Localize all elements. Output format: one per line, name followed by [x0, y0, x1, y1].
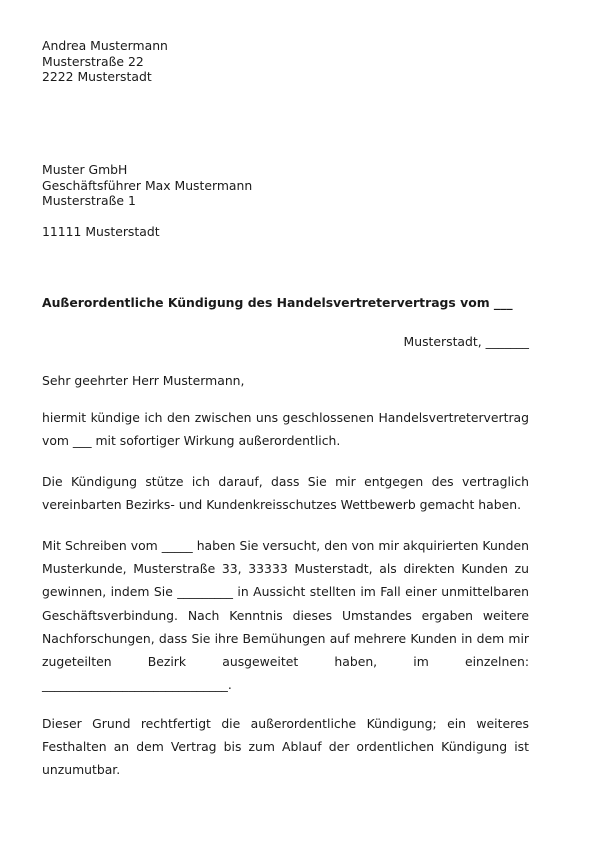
date-line: Musterstadt, _______ [403, 334, 529, 349]
recipient-address [42, 162, 529, 209]
paragraph-3-line: Nachforschungen, dass Sie ihre Bemühungen auf mehrere Kunden in dem mir [42, 630, 529, 646]
paragraph-4-line: Festhalten an dem Vertrag bis zum Ablauf der ordentlichen Kündigung ist [42, 739, 529, 755]
salutation-text: Sehr geehrter Herr Mustermann, [42, 373, 245, 388]
paragraph-1-line: vom ___ mit sofortiger Wirkung außerordentlich. [42, 433, 341, 449]
paragraph-1-line: hiermit kündige ich den zwischen uns geschlossenen Handelsvertretervertrag [42, 410, 529, 425]
paragraph-2-line: vereinbarten Bezirks- und Kundenkreisschutzes Wettbewerb gemacht haben. [42, 497, 522, 513]
recipient-contact: Geschäftsführer Max Mustermann [42, 177, 253, 193]
paragraph-3-line: Mit Schreiben vom _____ haben Sie versucht, den von mir akquirierten Kunden [42, 538, 529, 553]
paragraph-3-line: Musterkunde, Musterstraße 33, 33333 Musterstadt, als direkten Kunden zu [42, 561, 529, 577]
recipient-city-block [42, 224, 529, 240]
recipient-city: 11111 Musterstadt [42, 224, 160, 239]
sender-address [42, 38, 529, 85]
recipient-street: Musterstraße 1 [42, 193, 136, 208]
letter-subject: Außerordentliche Kündigung des Handelsvertretervertrags vom ___ [42, 295, 513, 310]
sender-name: Andrea Mustermann [42, 38, 168, 53]
paragraph-4-line: unzumutbar. [42, 762, 121, 778]
paragraph-3-line: gewinnen, indem Sie _________ in Aussicht stellten im Fall einer unmittelbaren [42, 584, 529, 600]
paragraph-4-line: Dieser Grund rechtfertigt die außerordentliche Kündigung; ein weiteres [42, 716, 529, 731]
paragraph-1 [42, 406, 529, 452]
recipient-company: Muster GmbH [42, 162, 128, 177]
paragraph-2 [42, 470, 529, 516]
paragraph-2-line: Die Kündigung stütze ich darauf, dass Sie mir entgegen des vertraglich [42, 474, 529, 489]
paragraph-3-line: Geschäftsverbindung. Nach Kenntnis dieses Umstandes ergaben weitere [42, 607, 529, 623]
salutation [42, 373, 529, 389]
sender-city: 2222 Musterstadt [42, 69, 152, 84]
paragraph-3-line: zugeteilten Bezirk ausgeweitet haben, im einzelnen: [42, 654, 529, 670]
paragraph-3 [42, 534, 529, 696]
paragraph-4 [42, 712, 529, 782]
paragraph-3-line: ______________________________. [42, 677, 232, 693]
sender-street: Musterstraße 22 [42, 53, 144, 69]
